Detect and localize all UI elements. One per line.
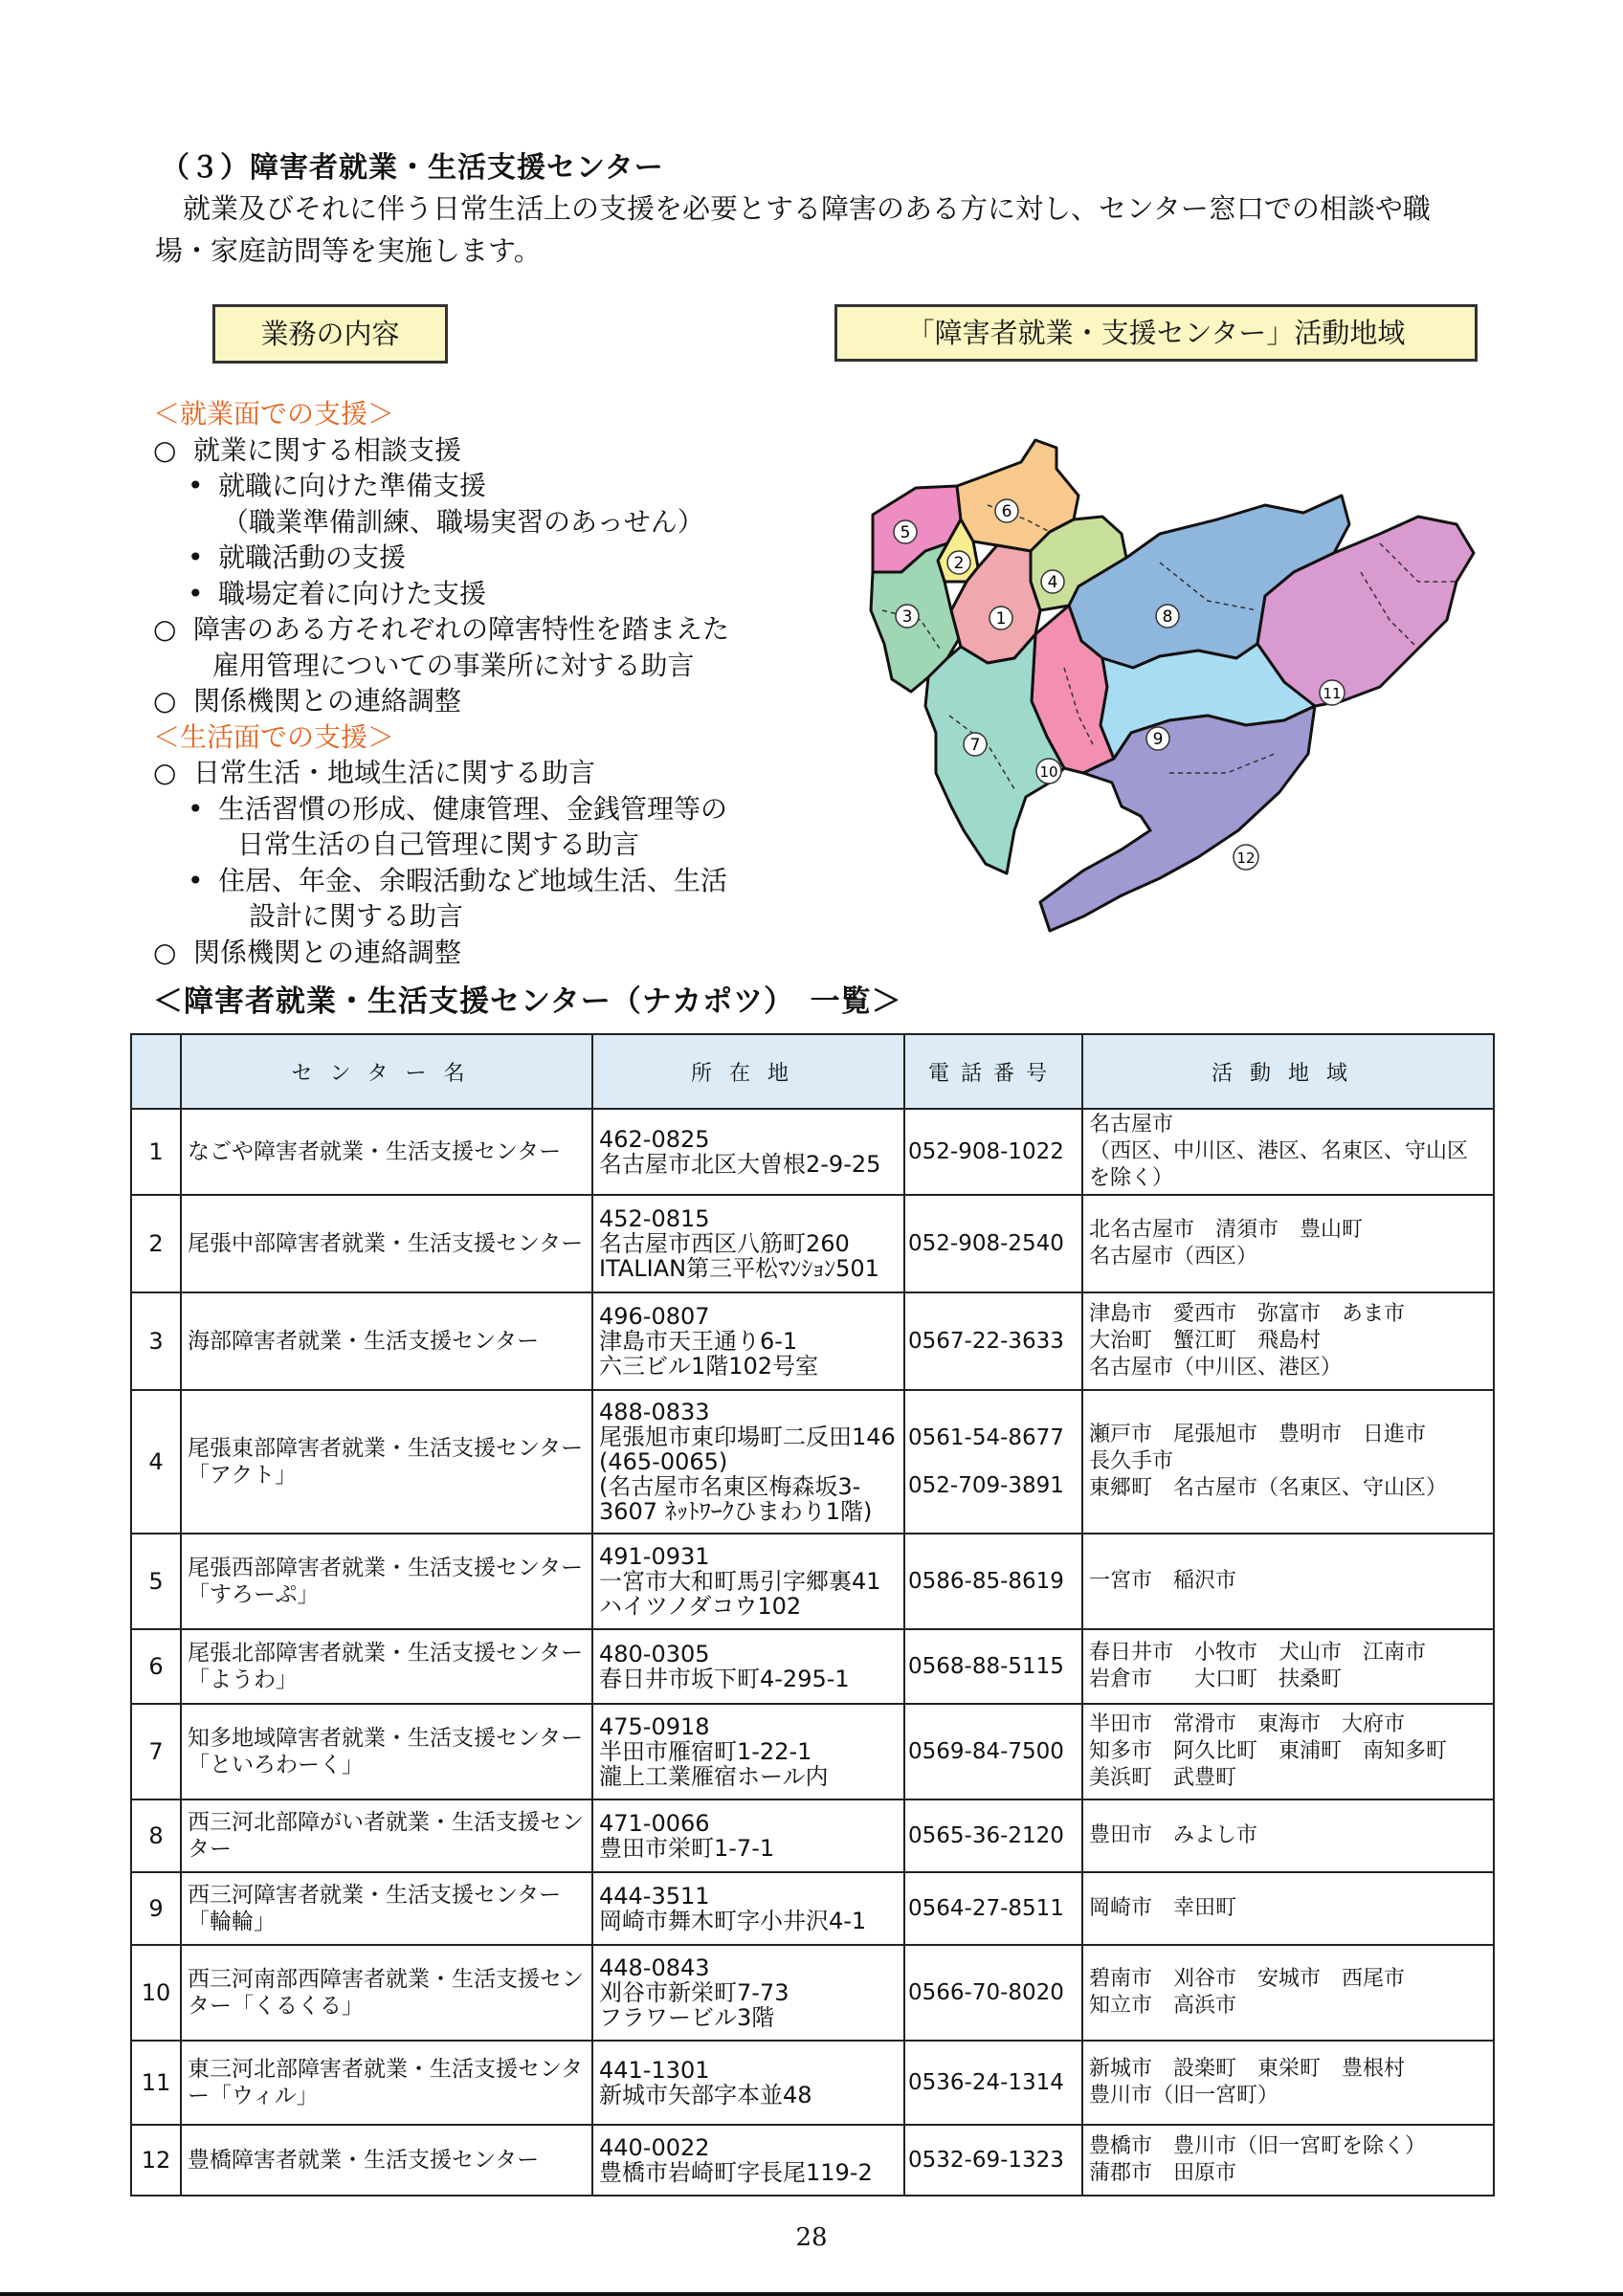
list-item-text: 職場定着に向けた支援 bbox=[218, 577, 487, 609]
activity-area: 瀬戸市 尾張旭市 豊明市 日進市 長久手市 東郷町 名古屋市（名東区、守山区） bbox=[1082, 1390, 1494, 1534]
center-address: 496-0807 津島市天王通り6-1 六三ビル1階102号室 bbox=[592, 1292, 904, 1390]
table-row bbox=[131, 2125, 1494, 2196]
table-row bbox=[131, 1195, 1494, 1292]
center-name: 西三河南部西障害者就業・生活支援センター「くるくる」 bbox=[181, 1945, 592, 2041]
center-phone: 0568-88-5115 bbox=[904, 1629, 1082, 1704]
map-label-3 bbox=[896, 605, 919, 628]
row-number: 1 bbox=[131, 1109, 181, 1195]
table-row bbox=[131, 1945, 1494, 2041]
list-item-text: 関係機関との連絡調整 bbox=[193, 936, 462, 968]
table-row bbox=[131, 2041, 1494, 2125]
center-name: 海部障害者就業・生活支援センター bbox=[181, 1292, 592, 1390]
list-item-text: 生活習慣の形成、健康管理、金銭管理等の bbox=[218, 792, 728, 825]
circle-mark: ○ bbox=[153, 936, 177, 968]
center-name: 東三河北部障害者就業・生活支援センター「ウィル」 bbox=[181, 2041, 592, 2125]
center-phone: 0565-36-2120 bbox=[904, 1799, 1082, 1872]
map-label-text: 11 bbox=[1323, 685, 1342, 702]
center-address: 471-0066 豊田市栄町1-7-1 bbox=[592, 1799, 904, 1872]
activity-area: 碧南市 刈谷市 安城市 西尾市 知立市 高浜市 bbox=[1082, 1945, 1494, 2041]
center-phone: 0567-22-3633 bbox=[904, 1292, 1082, 1390]
center-address: 475-0918 半田市雁宿町1-22-1 瀧上工業雁宿ホール内 bbox=[592, 1704, 904, 1799]
table-header-row bbox=[131, 1034, 1494, 1109]
column-header-name: センター名 bbox=[181, 1034, 592, 1109]
table-row bbox=[131, 1629, 1494, 1704]
map-label-11 bbox=[1320, 680, 1345, 705]
table-row bbox=[131, 1292, 1494, 1390]
row-number: 12 bbox=[131, 2125, 181, 2196]
list-item: 設計に関する助言 bbox=[249, 900, 464, 932]
activity-area: 津島市 愛西市 弥富市 あま市 大治町 蟹江町 飛島村 名古屋市（中川区、港区） bbox=[1082, 1292, 1494, 1390]
map-label-text: 5 bbox=[900, 523, 911, 542]
map-label-text: 4 bbox=[1047, 573, 1058, 592]
map-label-5 bbox=[894, 520, 917, 543]
center-address: 488-0833 尾張旭市東印場町二反田146 (465-0065) (名古屋市名東区梅森坂3- 3607 ﾈｯﾄﾜｰｸひまわり1階) bbox=[592, 1390, 904, 1534]
list-item: 日常生活の自己管理に関する助言 bbox=[237, 828, 640, 860]
map-label-1 bbox=[989, 607, 1012, 629]
area-label-box: 「障害者就業・支援センター」活動地域 bbox=[834, 304, 1478, 362]
center-list-title: ＜障害者就業・生活支援センター（ナカポツ） 一覧＞ bbox=[153, 984, 902, 1019]
table-row bbox=[131, 1109, 1494, 1195]
center-name: 知多地域障害者就業・生活支援センター「といろわーく」 bbox=[181, 1704, 592, 1799]
map-label-7 bbox=[964, 733, 987, 756]
center-name: 豊橋障害者就業・生活支援センター bbox=[181, 2125, 592, 2196]
bullet-mark: • bbox=[188, 864, 204, 896]
list-item bbox=[153, 863, 842, 899]
tasks-label-box: 業務の内容 bbox=[212, 304, 448, 364]
center-name: 尾張北部障害者就業・生活支援センター「ようわ」 bbox=[181, 1629, 592, 1704]
row-number: 10 bbox=[131, 1945, 181, 2041]
row-number: 3 bbox=[131, 1292, 181, 1390]
list-item: （職業準備訓練、職場実習のあっせん） bbox=[222, 505, 704, 538]
map-label-8 bbox=[1156, 605, 1179, 628]
list-item bbox=[153, 683, 842, 719]
center-name: なごや障害者就業・生活支援センター bbox=[181, 1109, 592, 1195]
center-phone: 052-908-2540 bbox=[904, 1195, 1082, 1292]
center-phone: 0569-84-7500 bbox=[904, 1704, 1082, 1799]
list-item-text: 就職に向けた準備支援 bbox=[218, 470, 487, 501]
center-name: 尾張西部障害者就業・生活支援センター「すろーぷ」 bbox=[181, 1534, 592, 1629]
bottom-rule bbox=[0, 2292, 1623, 2296]
map-label-10 bbox=[1036, 759, 1061, 784]
map-label-text: 8 bbox=[1162, 607, 1173, 627]
center-name: 尾張中部障害者就業・生活支援センター bbox=[181, 1195, 592, 1292]
tasks-list bbox=[153, 396, 842, 970]
row-number: 7 bbox=[131, 1704, 181, 1799]
map-label-text: 12 bbox=[1236, 850, 1256, 867]
table-row bbox=[131, 1534, 1494, 1629]
map-label-6 bbox=[995, 499, 1018, 522]
center-name: 西三河北部障がい者就業・生活支援センター bbox=[181, 1799, 592, 1872]
list-item bbox=[153, 791, 842, 828]
row-number: 4 bbox=[131, 1390, 181, 1534]
center-address: 441-1301 新城市矢部字本並48 bbox=[592, 2041, 904, 2125]
center-address: 448-0843 刈谷市新栄町7-73 フラワービル3階 bbox=[592, 1945, 904, 2041]
row-number: 2 bbox=[131, 1195, 181, 1292]
map-label-text: 6 bbox=[1001, 502, 1012, 521]
map-label-text: 1 bbox=[995, 609, 1007, 629]
circle-mark: ○ bbox=[153, 433, 177, 466]
activity-area: 一宮市 稲沢市 bbox=[1082, 1534, 1494, 1629]
bullet-mark: • bbox=[188, 577, 204, 609]
row-number: 5 bbox=[131, 1534, 181, 1629]
list-item-text: 日常生活・地域生活に関する助言 bbox=[193, 757, 596, 788]
list-item bbox=[153, 935, 842, 971]
map-label-9 bbox=[1146, 727, 1169, 750]
bullet-mark: • bbox=[188, 792, 204, 825]
center-address: 480-0305 春日井市坂下町4-295-1 bbox=[592, 1629, 904, 1704]
list-item: 雇用管理についての事業所に対する助言 bbox=[212, 649, 695, 681]
map-label-text: 3 bbox=[901, 607, 913, 627]
column-header-address: 所在地 bbox=[592, 1034, 904, 1109]
center-address: 491-0931 一宮市大和町馬引字郷裏41 ハイツノダコウ102 bbox=[592, 1534, 904, 1629]
activity-area: 半田市 常滑市 東海市 大府市 知多市 阿久比町 東浦町 南知多町 美浜町 武豊町 bbox=[1082, 1704, 1494, 1799]
row-number: 8 bbox=[131, 1799, 181, 1872]
list-item-text: 障害のある方それぞれの障害特性を踏まえた bbox=[193, 613, 730, 645]
page-number: 28 bbox=[795, 2223, 828, 2252]
center-address: 462-0825 名古屋市北区大曽根2-9-25 bbox=[592, 1109, 904, 1195]
center-address: 452-0815 名古屋市西区八筋町260 ITALIAN第三平松ﾏﾝｼｮﾝ501 bbox=[592, 1195, 904, 1292]
activity-area-map bbox=[844, 429, 1495, 983]
life-support-heading: ＜生活面での支援＞ bbox=[153, 720, 395, 753]
row-number: 9 bbox=[131, 1872, 181, 1945]
intro-paragraph: 就業及びそれに伴う日常生活上の支援を必要とする障害のある方に対し、センター窓口での相談や職場・家庭訪問等を実施します。 bbox=[155, 192, 1431, 267]
map-label-4 bbox=[1041, 570, 1064, 593]
activity-area: 岡崎市 幸田町 bbox=[1082, 1872, 1494, 1945]
activity-area: 新城市 設楽町 東栄町 豊根村 豊川市（旧一宮町） bbox=[1082, 2041, 1494, 2125]
list-item bbox=[153, 540, 842, 576]
center-phone: 0564-27-8511 bbox=[904, 1872, 1082, 1945]
activity-area: 豊橋市 豊川市（旧一宮町を除く） 蒲郡市 田原市 bbox=[1082, 2125, 1494, 2196]
employment-support-heading: ＜就業面での支援＞ bbox=[153, 398, 395, 430]
center-phone: 052-908-1022 bbox=[904, 1109, 1082, 1195]
center-phone: 0561-54-8677 052-709-3891 bbox=[904, 1390, 1082, 1534]
map-label-text: 7 bbox=[969, 736, 981, 755]
section-heading: （３）障害者就業・生活支援センター bbox=[161, 151, 664, 185]
column-header-area: 活動地域 bbox=[1082, 1034, 1494, 1109]
column-header-num bbox=[131, 1034, 181, 1109]
center-name: 尾張東部障害者就業・生活支援センター「アクト」 bbox=[181, 1390, 592, 1534]
list-item-text: 就職活動の支援 bbox=[218, 541, 407, 573]
center-name: 西三河障害者就業・生活支援センター「輪輪」 bbox=[181, 1872, 592, 1945]
bullet-mark: • bbox=[188, 541, 204, 573]
table-row bbox=[131, 1799, 1494, 1872]
center-phone: 0586-85-8619 bbox=[904, 1534, 1082, 1629]
row-number: 11 bbox=[131, 2041, 181, 2125]
center-table bbox=[130, 1033, 1495, 2197]
list-item bbox=[153, 755, 842, 791]
circle-mark: ○ bbox=[153, 757, 177, 788]
center-phone: 0532-69-1323 bbox=[904, 2125, 1082, 2196]
activity-area: 春日井市 小牧市 犬山市 江南市 岩倉市 大口町 扶桑町 bbox=[1082, 1629, 1494, 1704]
map-label-12 bbox=[1234, 845, 1258, 870]
column-header-phone: 電話番号 bbox=[904, 1034, 1082, 1109]
list-item bbox=[153, 611, 842, 648]
activity-area: 名古屋市 （西区、中川区、港区、名東区、守山区を除く） bbox=[1082, 1109, 1494, 1195]
list-item-text: 住居、年金、余暇活動など地域生活、生活 bbox=[218, 864, 728, 896]
map-label-text: 9 bbox=[1152, 730, 1164, 749]
map-label-2 bbox=[947, 551, 970, 574]
list-item-text: 就業に関する相談支援 bbox=[193, 433, 462, 466]
table-row bbox=[131, 1704, 1494, 1799]
center-phone: 0566-70-8020 bbox=[904, 1945, 1082, 2041]
list-item bbox=[153, 432, 842, 469]
center-address: 440-0022 豊橋市岩崎町字長尾119-2 bbox=[592, 2125, 904, 2196]
bullet-mark: • bbox=[188, 470, 204, 501]
activity-area: 豊田市 みよし市 bbox=[1082, 1799, 1494, 1872]
center-address: 444-3511 岡崎市舞木町字小井沢4-1 bbox=[592, 1872, 904, 1945]
table-row bbox=[131, 1390, 1494, 1534]
activity-area: 北名古屋市 清須市 豊山町 名古屋市（西区） bbox=[1082, 1195, 1494, 1292]
map-label-text: 10 bbox=[1039, 763, 1058, 781]
row-number: 6 bbox=[131, 1629, 181, 1704]
circle-mark: ○ bbox=[153, 613, 177, 645]
map-label-text: 2 bbox=[953, 554, 965, 573]
circle-mark: ○ bbox=[153, 685, 177, 717]
list-item bbox=[153, 576, 842, 612]
list-item bbox=[153, 468, 842, 504]
center-phone: 0536-24-1314 bbox=[904, 2041, 1082, 2125]
table-row bbox=[131, 1872, 1494, 1945]
list-item-text: 関係機関との連絡調整 bbox=[193, 685, 462, 717]
